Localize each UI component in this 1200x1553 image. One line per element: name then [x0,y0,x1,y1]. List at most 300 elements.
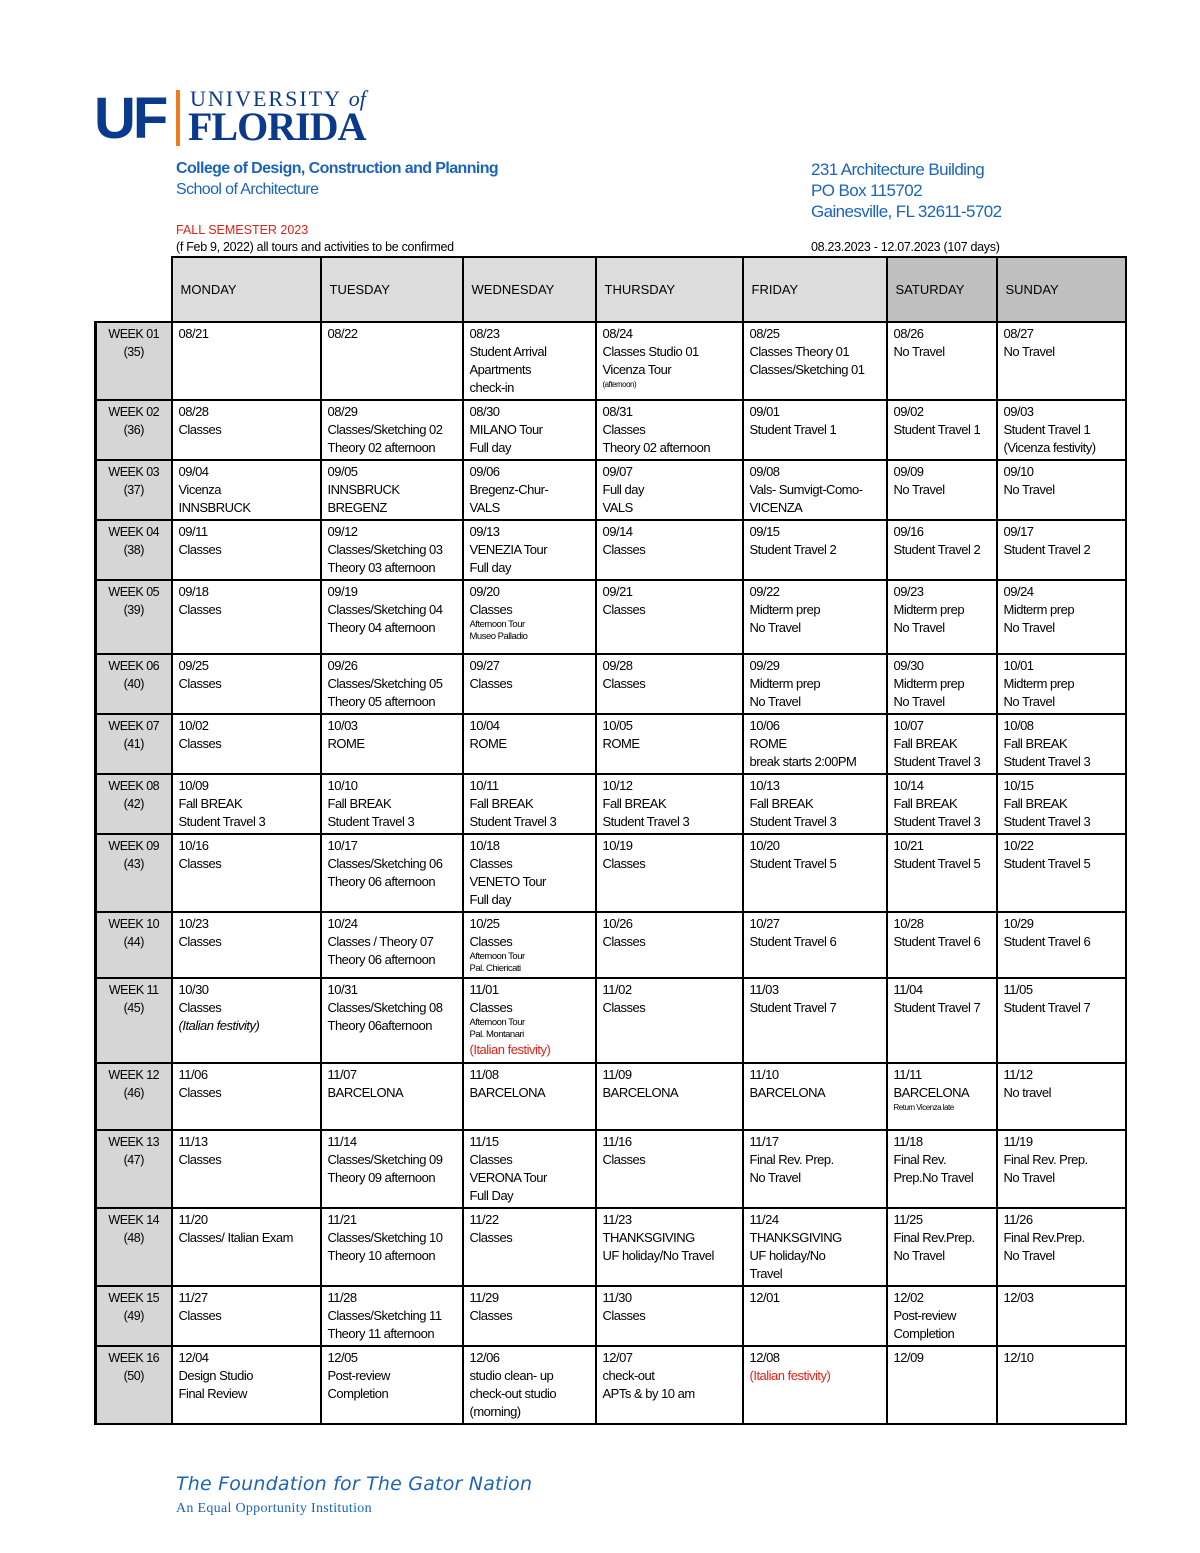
day-event-line: Student Travel 6 [1003,934,1091,949]
day-cell-friday [743,520,887,580]
day-event-line: Classes/Sketching 03 [327,542,443,557]
day-event-line: Fall BREAK [469,796,534,811]
week-label-cell [96,978,172,1063]
day-date: 11/16 [602,1134,632,1149]
day-event-line: Classes [178,422,222,437]
week-label: WEEK 04 [108,525,160,539]
day-date: 10/17 [327,838,358,853]
day-date: 11/22 [469,1212,499,1227]
day-event-line: Student Travel 1 [1003,422,1091,437]
day-date: 09/16 [893,524,924,539]
day-date: 12/02 [893,1290,924,1305]
week-row [96,714,1126,774]
day-cell-monday [172,774,321,834]
day-event-line: Classes [602,1308,646,1323]
day-event-line: Return Vicenza late [893,1103,954,1112]
day-cell-monday [172,1346,321,1424]
day-event-line: Travel [749,1266,783,1281]
day-event-line: check-in [469,380,514,395]
day-cell-tuesday [321,978,463,1063]
day-date: 10/25 [469,916,500,931]
week-number: (42) [123,797,144,811]
day-cell-sunday [997,1208,1126,1286]
day-date: 11/18 [893,1134,923,1149]
day-event-line: INNSBRUCK [178,500,251,515]
day-event-line: Afternoon Tour [469,619,525,630]
week-row [96,912,1126,978]
week-row [96,580,1126,654]
day-date: 10/07 [893,718,924,733]
day-cell-wednesday [463,400,596,460]
day-event-line: Theory 09 afternoon [327,1170,436,1185]
day-event-line: (Italian festivity) [178,1018,260,1033]
day-event-line: Classes/Sketching 11 [327,1308,442,1323]
logo-university-word: UNIVERSITY [190,86,342,111]
day-date: 11/12 [1003,1067,1033,1082]
day-event-line: BARCELONA [893,1085,970,1100]
day-event-line: Classes/Sketching 06 [327,856,443,871]
day-cell-tuesday [321,834,463,912]
day-date: 08/31 [602,404,633,419]
day-event-line: No Travel [749,620,801,635]
day-event-line: Classes [469,1152,513,1167]
day-event-line: Theory 10 afternoon [327,1248,436,1263]
header-saturday: SATURDAY [887,257,997,322]
day-cell-sunday [997,912,1126,978]
day-event-line: No Travel [893,694,945,709]
day-event-line: Classes [602,1152,646,1167]
day-date: 11/21 [327,1212,357,1227]
day-event-line: Student Travel 2 [893,542,981,557]
week-label: WEEK 10 [108,917,160,931]
day-cell-saturday [887,1286,997,1346]
day-event-line: ROME [749,736,787,751]
day-cell-monday [172,1130,321,1208]
day-cell-thursday [596,1130,743,1208]
day-date: 09/04 [178,464,209,479]
day-event-line: Student Travel 3 [602,814,690,829]
day-date: 10/12 [602,778,633,793]
day-event-line: VENEZIA Tour [469,542,548,557]
day-event-line: Classes [602,934,646,949]
week-label-cell [96,834,172,912]
day-date: 10/04 [469,718,500,733]
day-cell-thursday [596,460,743,520]
day-event-line: VENETO Tour [469,874,546,889]
week-label-cell [96,1208,172,1286]
day-cell-saturday [887,774,997,834]
day-cell-tuesday [321,654,463,714]
day-event-line: Afternoon Tour [469,1017,525,1028]
day-cell-tuesday [321,774,463,834]
day-date: 11/17 [749,1134,779,1149]
day-cell-friday [743,580,887,654]
day-event-line: Classes [178,1000,222,1015]
day-event-line: BARCELONA [469,1085,546,1100]
day-cell-wednesday [463,774,596,834]
day-event-line: No Travel [1003,482,1055,497]
day-cell-saturday [887,1130,997,1208]
week-number: (37) [123,483,144,497]
day-event-line: Post-review [893,1308,956,1323]
day-event-line: Student Travel 3 [469,814,557,829]
header-sunday: SUNDAY [997,257,1126,322]
day-event-line: Classes/Sketching 08 [327,1000,443,1015]
day-cell-tuesday [321,460,463,520]
address-line-3: Gainesville, FL 32611-5702 [811,202,1002,221]
day-event-line: UF holiday/No Travel [602,1248,714,1263]
week-number: (39) [123,603,144,617]
day-cell-sunday [997,322,1126,400]
address-line-2: PO Box 115702 [811,181,922,200]
day-event-line: Full day [469,560,512,575]
day-cell-friday [743,1063,887,1130]
day-event-line: Pal. Chiericati [469,963,521,974]
day-cell-tuesday [321,1063,463,1130]
day-event-line: Vicenza Tour [602,362,672,377]
day-event-line: Theory 11 afternoon [327,1326,435,1341]
week-row [96,1346,1126,1424]
day-date: 09/08 [749,464,780,479]
day-event-line: Student Travel 3 [1003,814,1091,829]
day-event-line: No Travel [749,1170,801,1185]
day-cell-saturday [887,1346,997,1424]
day-date: 09/15 [749,524,780,539]
day-cell-thursday [596,834,743,912]
day-date: 10/11 [469,778,499,793]
day-date: 10/05 [602,718,633,733]
day-event-line: Full Day [469,1188,514,1203]
day-event-line: No Travel [1003,1248,1055,1263]
day-event-line: Fall BREAK [893,796,958,811]
day-event-line: Midterm prep [749,602,821,617]
day-date: 12/10 [1003,1350,1034,1365]
logo-of-word: of [348,86,366,111]
day-date: 09/06 [469,464,500,479]
day-event-line: Museo Palladio [469,631,528,642]
day-event-line: Student Travel 5 [749,856,837,871]
day-cell-tuesday [321,1130,463,1208]
day-cell-friday [743,1130,887,1208]
day-date: 08/21 [178,326,209,341]
day-event-line: ROME [469,736,507,751]
day-date: 09/27 [469,658,500,673]
day-event-line: Student Travel 3 [893,754,981,769]
week-row [96,322,1126,400]
day-date: 10/13 [749,778,780,793]
day-event-line: Student Arrival [469,344,547,359]
day-event-line: ROME [602,736,640,751]
day-cell-thursday [596,322,743,400]
week-row [96,654,1126,714]
day-date: 09/29 [749,658,780,673]
day-date: 11/01 [469,982,499,997]
day-event-line: VALS [469,500,500,515]
day-cell-sunday [997,978,1126,1063]
week-label: WEEK 11 [108,983,159,997]
day-event-line: Student Travel 3 [749,814,837,829]
week-label-cell [96,714,172,774]
day-cell-wednesday [463,580,596,654]
day-event-line: Classes [178,1085,222,1100]
day-event-line: No Travel [893,620,945,635]
day-event-line: Classes/Sketching 01 [749,362,865,377]
logo-uf-text: UF [94,86,166,151]
day-date: 09/20 [469,584,500,599]
day-cell-wednesday [463,1130,596,1208]
address-block [811,159,1001,222]
week-label-cell [96,520,172,580]
day-cell-monday [172,580,321,654]
day-event-line: Vicenza [178,482,222,497]
day-date: 10/23 [178,916,209,931]
day-date: 11/03 [749,982,779,997]
day-cell-tuesday [321,1286,463,1346]
day-date: 11/29 [469,1290,499,1305]
day-date: 11/15 [469,1134,499,1149]
day-date: 08/24 [602,326,633,341]
day-event-line: INNSBRUCK [327,482,400,497]
day-event-line: Bregenz-Chur- [469,482,549,497]
week-number: (48) [123,1231,144,1245]
day-cell-sunday [997,520,1126,580]
day-cell-thursday [596,978,743,1063]
day-cell-friday [743,460,887,520]
day-cell-tuesday [321,520,463,580]
day-event-line: Theory 05 afternoon [327,694,436,709]
day-cell-thursday [596,714,743,774]
week-label: WEEK 12 [108,1068,160,1082]
day-cell-thursday [596,774,743,834]
header-thursday: THURSDAY [596,257,743,322]
day-date: 11/28 [327,1290,357,1305]
day-event-line: check-out studio [469,1386,557,1401]
day-event-line: Student Travel 6 [749,934,837,949]
day-date: 11/05 [1003,982,1033,997]
day-event-line: Fall BREAK [1003,796,1068,811]
day-date: 10/30 [178,982,209,997]
day-event-line: Student Travel 7 [893,1000,981,1015]
footer-motto: The Foundation for The Gator Nation [176,1473,533,1495]
day-cell-thursday [596,1208,743,1286]
day-event-line: Classes [469,1000,513,1015]
day-event-line: VICENZA [749,500,803,515]
day-date: 10/22 [1003,838,1034,853]
day-date: 08/26 [893,326,924,341]
day-event-line: (Italian festivity) [469,1042,551,1057]
day-date: 11/26 [1003,1212,1033,1227]
day-cell-tuesday [321,1208,463,1286]
day-cell-friday [743,912,887,978]
day-cell-monday [172,714,321,774]
day-date: 09/30 [893,658,924,673]
day-event-line: MILANO Tour [469,422,543,437]
day-event-line: Classes [469,1308,513,1323]
day-cell-wednesday [463,322,596,400]
day-event-line: Classes [469,676,513,691]
day-event-line: Pal. Montanari [469,1029,524,1040]
week-row [96,460,1126,520]
day-date: 11/24 [749,1212,779,1227]
day-date: 09/23 [893,584,924,599]
day-date: 11/20 [178,1212,208,1227]
week-label: WEEK 03 [108,465,160,479]
week-number: (38) [123,543,144,557]
day-date: 08/27 [1003,326,1034,341]
day-event-line: Student Travel 7 [1003,1000,1091,1015]
day-event-line: Student Travel 3 [178,814,266,829]
day-event-line: Final Rev. Prep. [749,1152,834,1167]
day-cell-saturday [887,1208,997,1286]
week-row [96,520,1126,580]
day-date: 12/08 [749,1350,780,1365]
day-cell-monday [172,1208,321,1286]
week-label-cell [96,322,172,400]
day-event-line: No Travel [893,482,945,497]
day-event-line: (morning) [469,1404,521,1419]
day-cell-sunday [997,460,1126,520]
day-event-line: Classes [178,856,222,871]
day-event-line: Apartments [469,362,531,377]
day-cell-wednesday [463,460,596,520]
day-date: 11/04 [893,982,923,997]
day-event-line: Midterm prep [893,676,965,691]
day-cell-sunday [997,1286,1126,1346]
day-date: 09/07 [602,464,633,479]
day-cell-monday [172,1063,321,1130]
day-date: 11/13 [178,1134,208,1149]
day-date: 12/01 [749,1290,780,1305]
day-date: 11/19 [1003,1134,1033,1149]
day-event-line: No Travel [893,344,945,359]
day-date: 08/29 [327,404,358,419]
day-date: 10/03 [327,718,358,733]
day-event-line: Classes [178,676,222,691]
day-cell-monday [172,654,321,714]
day-cell-saturday [887,460,997,520]
day-event-line: BREGENZ [327,500,387,515]
day-event-line: No Travel [749,694,801,709]
week-label-cell [96,1130,172,1208]
day-event-line: Final Review [178,1386,247,1401]
day-event-line: No travel [1003,1085,1052,1100]
day-event-line: UF holiday/No [749,1248,826,1263]
day-cell-monday [172,1286,321,1346]
day-cell-wednesday [463,978,596,1063]
footer-equal-opportunity: An Equal Opportunity Institution [176,1501,372,1516]
header-wednesday: WEDNESDAY [463,257,596,322]
header-corner [96,257,172,322]
schedule-note: (f Feb 9, 2022) all tours and activities to be confirmed [176,240,454,254]
day-event-line: Classes [178,934,222,949]
day-cell-thursday [596,400,743,460]
day-date: 09/14 [602,524,633,539]
day-date: 09/02 [893,404,924,419]
day-cell-sunday [997,654,1126,714]
day-event-line: Completion [893,1326,955,1341]
day-cell-tuesday [321,322,463,400]
day-event-line: Classes [602,422,646,437]
day-cell-monday [172,460,321,520]
week-row [96,1063,1126,1130]
day-event-line: No Travel [1003,344,1055,359]
day-event-line: Classes [178,542,222,557]
uf-logo [94,88,394,150]
day-event-line: Theory 06 afternoon [327,952,436,967]
day-cell-saturday [887,912,997,978]
day-event-line: Fall BREAK [749,796,814,811]
day-event-line: Classes/Sketching 04 [327,602,443,617]
week-label: WEEK 08 [108,779,160,793]
day-date: 12/09 [893,1350,924,1365]
day-cell-saturday [887,322,997,400]
day-event-line: Fall BREAK [602,796,667,811]
week-label: WEEK 15 [108,1291,160,1305]
week-label: WEEK 13 [108,1135,160,1149]
day-date: 11/02 [602,982,632,997]
header-friday: FRIDAY [743,257,887,322]
day-cell-friday [743,400,887,460]
day-cell-friday [743,714,887,774]
day-event-line: Classes/Sketching 10 [327,1230,443,1245]
day-event-line: Student Travel 2 [1003,542,1091,557]
day-date: 11/10 [749,1067,779,1082]
day-cell-monday [172,978,321,1063]
day-date: 12/03 [1003,1290,1034,1305]
logo-divider [176,90,180,146]
day-date: 10/01 [1003,658,1034,673]
semester-calendar [94,256,1127,1425]
day-event-line: VERONA Tour [469,1170,547,1185]
week-label: WEEK 09 [108,839,160,853]
week-label-cell [96,460,172,520]
day-date: 09/18 [178,584,209,599]
day-event-line: Classes [602,542,646,557]
day-date: 09/12 [327,524,358,539]
day-date: 09/24 [1003,584,1034,599]
day-date: 09/13 [469,524,500,539]
day-event-line: THANKSGIVING [749,1230,842,1245]
day-event-line: Midterm prep [749,676,821,691]
address-line-1: 231 Architecture Building [811,160,985,179]
day-event-line: Classes/ Italian Exam [178,1230,293,1245]
day-event-line: Classes Theory 01 [749,344,850,359]
day-event-line: BARCELONA [749,1085,826,1100]
day-event-line: Theory 04 afternoon [327,620,436,635]
day-date: 10/24 [327,916,358,931]
day-cell-thursday [596,1286,743,1346]
day-cell-saturday [887,520,997,580]
day-date: 09/01 [749,404,780,419]
week-number: (50) [123,1369,144,1383]
day-cell-wednesday [463,714,596,774]
week-label: WEEK 01 [108,327,160,341]
day-cell-sunday [997,1346,1126,1424]
day-date: 11/09 [602,1067,632,1082]
day-cell-thursday [596,654,743,714]
day-date: 10/14 [893,778,924,793]
day-event-line: Classes [178,602,222,617]
day-date: 10/28 [893,916,924,931]
week-number: (41) [123,737,144,751]
week-row [96,1130,1126,1208]
week-row [96,774,1126,834]
day-event-line: Student Travel 2 [749,542,837,557]
week-label-cell [96,580,172,654]
day-cell-monday [172,834,321,912]
day-event-line: Student Travel 1 [749,422,837,437]
day-event-line: Classes [602,676,646,691]
